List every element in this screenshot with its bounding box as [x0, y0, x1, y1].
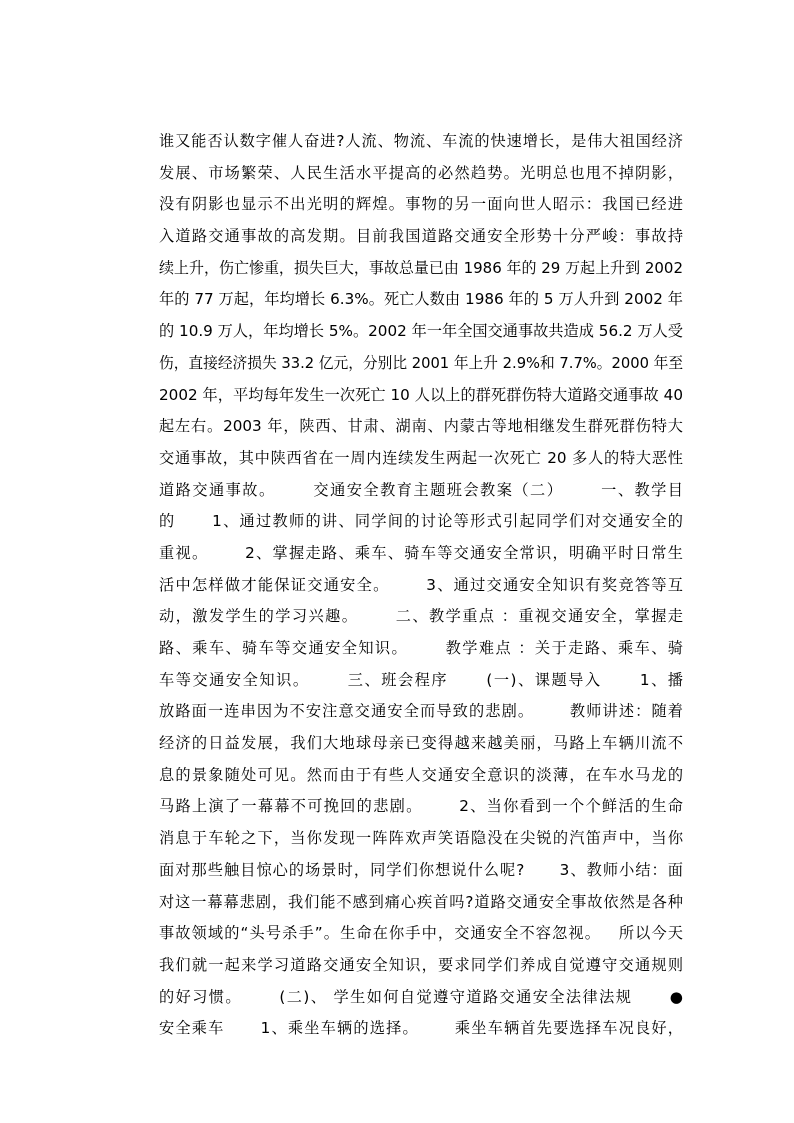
text-line: 重视。 2、掌握走路、乘车、骑车等交通安全常识，明确平时日常生 [159, 543, 683, 562]
text-line: 道路交通事故。 交通安全教育主题班会教案（二） 一、教学目 [159, 480, 683, 499]
text-line: 没有阴影也显示不出光明的辉煌。事物的另一面向世人昭示：我国已经进 [159, 195, 683, 214]
text-line: 年的 77 万起，年均增长 6.3%。死亡人数由 1986 年的 5 万人升到 2002 年 [159, 290, 683, 309]
text-line: 车等交通安全知识。 三、班会程序 (一)、课题导入 1、播 [159, 670, 683, 689]
text-line: 起左右。2003 年，陕西、甘肃、湖南、内蒙古等地相继发生群死群伤特大 [159, 417, 683, 436]
text-line: 安全乘车 1、乘坐车辆的选择。 乘坐车辆首先要选择车况良好， [159, 1019, 683, 1038]
text-line: 我们就一起来学习道路交通安全知识，要求同学们养成自觉遵守交通规则 [159, 955, 683, 974]
text-line: 放路面一连串因为不安注意交通安全而导致的悲剧。 教师讲述：随着 [159, 702, 683, 721]
text-line: 发展、市场繁荣、人民生活水平提高的必然趋势。光明总也甩不掉阴影， [159, 163, 683, 182]
text-line: 谁又能否认数字催人奋进?人流、物流、车流的快速增长，是伟大祖国经济 [159, 132, 683, 150]
text-line: 续上升，伤亡惨重，损失巨大，事故总量已由 1986 年的 29 万起上升到 2002 [159, 258, 683, 277]
text-line: 伤，直接经济损失 33.2 亿元，分别比 2001 年上升 2.9%和 7.7%。2000 年至 [159, 353, 684, 372]
text-line: 息的景象随处可见。然而由于有些人交通安全意识的淡薄，在车水马龙的 [159, 765, 683, 784]
body-text [159, 126, 683, 1045]
text-line: 动，激发学生的学习兴趣。 二、教学重点 ：重视交通安全，掌握走 [159, 607, 683, 626]
text-line: 对这一幕幕悲剧，我们能不感到痛心疾首吗?道路交通安全事故依然是各种 [159, 892, 683, 911]
text-line: 面对那些触目惊心的场景时，同学们你想说什么呢? 3、教师小结：面 [159, 860, 683, 879]
text-line: 2002 年，平均每年发生一次死亡 10 人以上的群死群伤特大道路交通事故 40 [159, 385, 683, 404]
text-line: 事故领域的“头号杀手”。生命在你手中，交通安全不容忽视。 所以今天 [159, 924, 683, 943]
text-line: 路、乘车、骑车等交通安全知识。 教学难点 ：关于走路、乘车、骑 [159, 639, 683, 657]
text-line: 的好习惯。 (二)、 学生如何自觉遵守道路交通安全法律法规 ● [159, 987, 683, 1006]
text-line: 消息于车轮之下，当你发现一阵阵欢声笑语隐没在尖锐的汽笛声中，当你 [159, 829, 683, 848]
text-line: 活中怎样做才能保证交通安全。 3、通过交通安全知识有奖竞答等互 [159, 575, 683, 594]
text-line: 经济的日益发展，我们大地球母亲已变得越来越美丽，马路上车辆川流不 [159, 734, 683, 753]
text-line: 交通事故，其中陕西省在一周内连续发生两起一次死亡 20 多人的特大恶性 [159, 448, 683, 467]
text-line: 马路上演了一幕幕不可挽回的悲剧。 2、当你看到一个个鲜活的生命 [159, 797, 683, 816]
text-line: 入道路交通事故的高发期。目前我国道路交通安全形势十分严峻：事故持 [159, 227, 683, 246]
text-line: 的 10.9 万人，年均增长 5%。2002 年一年全国交通事故共造成 56.2 万人受 [159, 322, 683, 341]
text-line: 的 1、通过教师的讲、同学间的讨论等形式引起同学们对交通安全的 [159, 512, 683, 531]
